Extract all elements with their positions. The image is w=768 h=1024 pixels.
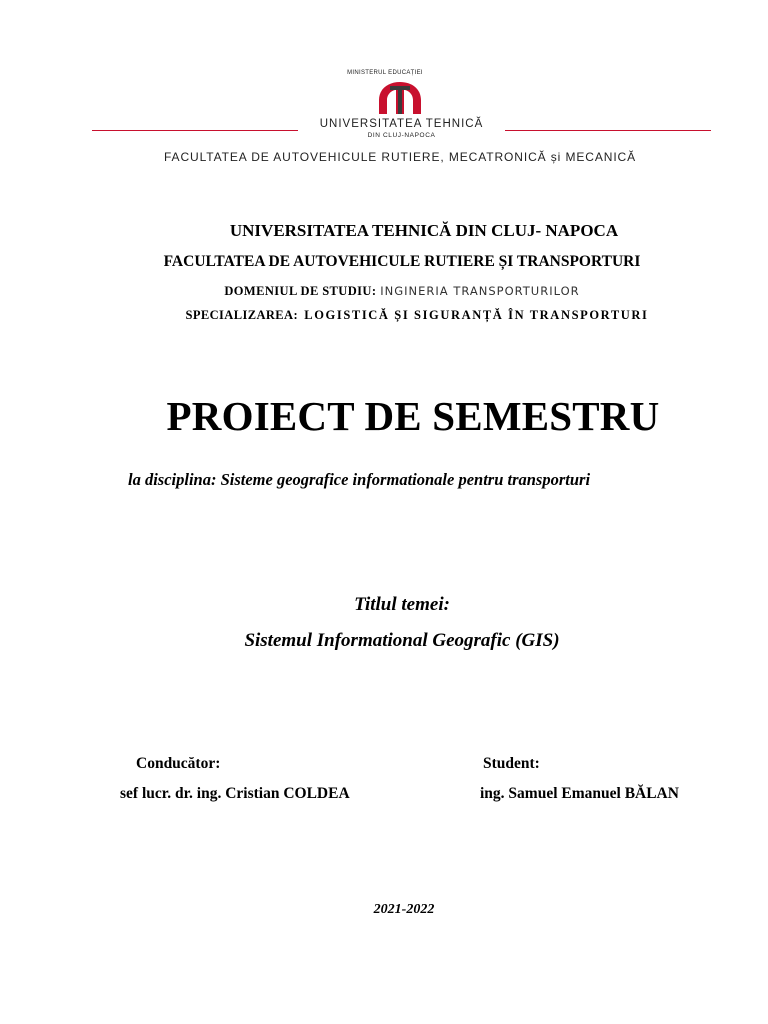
- student-label: Student:: [483, 755, 540, 772]
- header-rule-right: [505, 130, 711, 131]
- faculty-name: FACULTATEA DE AUTOVEHICULE RUTIERE ȘI TRANSPORTURI: [163, 253, 641, 270]
- study-domain: [0, 284, 768, 299]
- theme-title: Sistemul Informational Geografic (GIS): [244, 630, 560, 651]
- theme-label: Titlul temei:: [354, 594, 450, 615]
- header-faculty: FACULTATEA DE AUTOVEHICULE RUTIERE, MECATRONICĂ și MECANICĂ: [163, 150, 637, 164]
- university-logo: [376, 80, 424, 116]
- student-name: ing. Samuel Emanuel BĂLAN: [480, 785, 679, 802]
- specialization: [0, 308, 768, 323]
- header-rule-left: [92, 130, 298, 131]
- header-city: DIN CLUJ-NAPOCA: [367, 132, 436, 139]
- study-domain-label: DOMENIUL DE STUDIU:: [224, 284, 377, 298]
- header-university: UNIVERSITATEA TEHNICĂ: [319, 118, 484, 130]
- study-domain-value: INGINERIA TRANSPORTURILOR: [380, 284, 580, 298]
- academic-year: 2021-2022: [373, 902, 435, 917]
- coordinator-name: sef lucr. dr. ing. Cristian COLDEA: [120, 785, 350, 802]
- specialization-label: SPECIALIZAREA:: [185, 308, 299, 322]
- specialization-value: LOGISTICĂ ȘI SIGURANȚĂ ÎN TRANSPORTURI: [304, 308, 649, 322]
- coordinator-label: Conducător:: [136, 755, 221, 772]
- document-title: PROIECT DE SEMESTRU: [166, 393, 660, 439]
- university-name: UNIVERSITATEA TEHNICĂ DIN CLUJ- NAPOCA: [229, 221, 619, 240]
- ministry-label: MINISTERUL EDUCAȚIEI: [347, 70, 423, 76]
- course-subject: la disciplina: Sisteme geografice informationale pentru transporturi: [128, 470, 591, 489]
